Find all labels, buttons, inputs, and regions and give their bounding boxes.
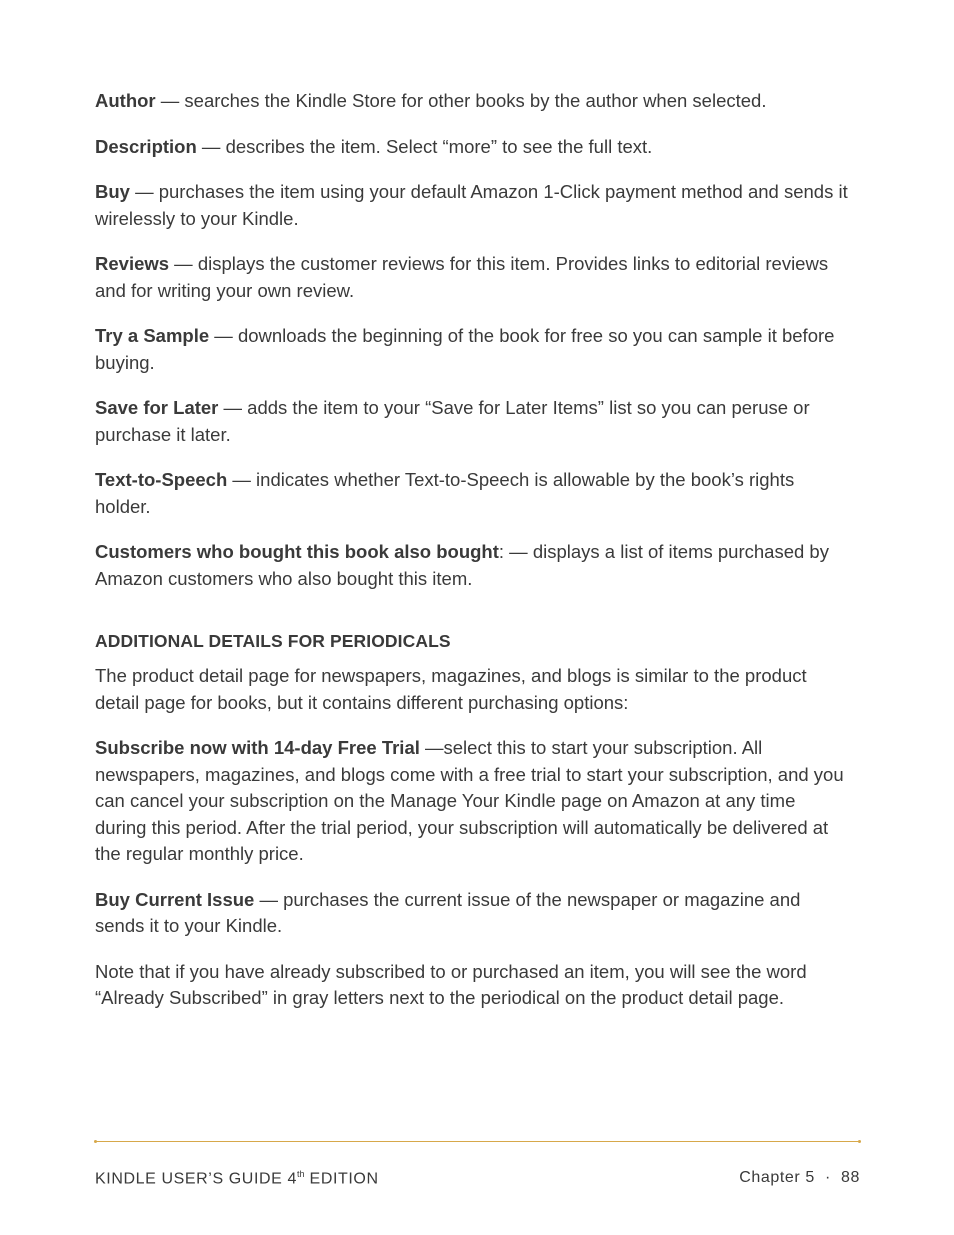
guide-title-prefix: KINDLE USER’S GUIDE 4 — [95, 1170, 297, 1188]
separator: — — [218, 397, 248, 418]
term: Text-to-Speech — [95, 469, 228, 490]
definition-reviews — [95, 251, 850, 304]
separator: — — [254, 888, 284, 910]
footer-separator: · — [824, 1169, 831, 1186]
separator: — — [129, 181, 159, 202]
definition-author — [95, 88, 850, 115]
term: Buy Current Issue — [95, 888, 255, 910]
description: select this to start your subscription. All newspapers, magazines, and blogs come with a free trial to start your subscription, and you can cancel your subscription on the Manage Your Kindle page on Amazon at any time during this period. After the trial period, your subscription will automatically be delivered at the regular monthly price. — [95, 737, 844, 864]
definition-subscribe-free-trial — [95, 735, 850, 868]
description: indicates whether Text-to-Speech is allowable by the book’s rights holder. — [95, 469, 795, 517]
term: Buy — [95, 181, 130, 202]
term: Description — [95, 135, 197, 157]
description: adds the item to your “Save for Later Items” list so you can peruse or purchase it later. — [95, 397, 810, 445]
description: displays a list of items purchased by Amazon customers who also bought this item. — [95, 541, 829, 589]
description: downloads the beginning of the book for free so you can sample it before buying. — [95, 325, 835, 373]
definition-buy-current-issue — [95, 887, 850, 940]
term: Author — [95, 90, 156, 111]
separator: — — [227, 469, 257, 490]
term: Try a Sample — [95, 325, 210, 346]
term: Subscribe now with 14-day Free Trial — [95, 737, 420, 758]
term: Reviews — [95, 253, 170, 274]
guide-title-superscript: th — [296, 1169, 305, 1179]
page-content — [95, 88, 850, 1031]
definition-customers-also-bought — [95, 539, 850, 592]
description: describes the item. Select “more” to see the full text. — [225, 135, 653, 157]
description: displays the customer reviews for this item. Provides links to editorial reviews and for writing your own review. — [95, 253, 829, 301]
separator: — — [209, 325, 238, 346]
separator: — — [155, 90, 185, 111]
definition-save-for-later — [95, 395, 850, 448]
definition-try-a-sample — [95, 323, 850, 376]
already-subscribed-note: Note that if you have already subscribed to or purchased an item, you will see the word “Already Subscribed” in gray letters next to the periodical on the product detail page. — [95, 960, 807, 1008]
footer-divider — [95, 1141, 860, 1142]
footer-guide-title — [95, 1169, 379, 1188]
page-number: 88 — [841, 1169, 860, 1186]
definition-description — [95, 134, 850, 161]
definition-buy — [95, 179, 850, 232]
guide-title-suffix: EDITION — [304, 1170, 379, 1188]
description: purchases the current issue of the newspaper or magazine and sends it to your Kindle. — [95, 888, 801, 936]
chapter-label: Chapter 5 — [739, 1169, 815, 1186]
separator: — — [419, 737, 444, 758]
section-intro: The product detail page for newspapers, magazines, and blogs is similar to the product detail page for books, but it contains different purchasing options: — [95, 665, 807, 713]
description: purchases the item using your default Amazon 1-Click payment method and sends it wirelessly to your Kindle. — [95, 181, 848, 229]
separator: : — — [498, 541, 533, 562]
term: Save for Later — [95, 397, 219, 418]
section-heading: ADDITIONAL DETAILS FOR PERIODICALS — [95, 631, 451, 651]
definition-text-to-speech — [95, 467, 850, 520]
term: Customers who bought this book also bought — [95, 541, 499, 562]
separator: — — [169, 253, 198, 274]
footer-page-info — [739, 1169, 860, 1187]
separator: — — [196, 135, 226, 157]
description: searches the Kindle Store for other books by the author when selected. — [184, 90, 767, 111]
